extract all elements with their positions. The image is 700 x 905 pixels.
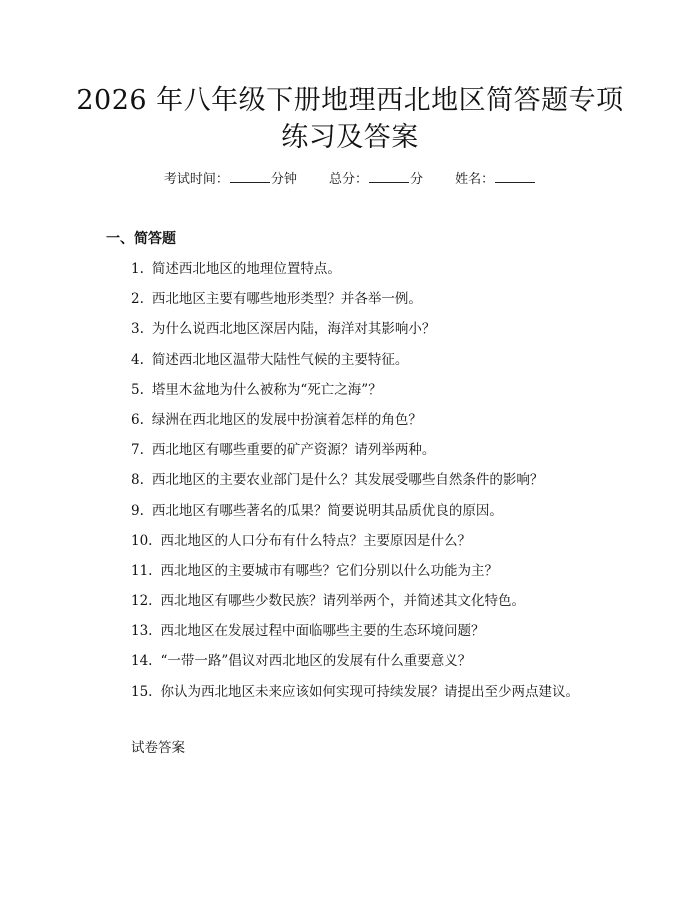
question-text: 塔里木盆地为什么被称为“死亡之海”？ xyxy=(151,381,382,398)
question-number: 6. xyxy=(131,411,144,428)
question-number: 11. xyxy=(131,562,153,579)
page-title-line-2: 练习及答案 xyxy=(281,122,419,153)
question-number: 9. xyxy=(131,502,144,519)
total-score-field xyxy=(329,172,427,187)
question-text: 简述西北地区温带大陆性气候的主要特征。 xyxy=(151,351,409,368)
question-text: 为什么说西北地区深居内陆，海洋对其影响小？ xyxy=(151,321,436,338)
question-text: 绿洲在西北地区的发展中扮演着怎样的角色？ xyxy=(151,411,422,428)
question-item xyxy=(131,410,579,440)
question-text: 西北地区主要有哪些地形类型？并各举一例。 xyxy=(151,291,422,308)
answers-heading: 试卷答案 xyxy=(131,740,185,756)
question-text: 西北地区的人口分布有什么特点？主要原因是什么？ xyxy=(160,532,471,549)
question-text: 西北地区有哪些著名的瓜果？简要说明其品质优良的原因。 xyxy=(151,502,503,519)
question-number: 8. xyxy=(131,472,144,489)
question-item xyxy=(131,470,579,500)
question-number: 14. xyxy=(131,653,153,670)
exam-time-unit: 分钟 xyxy=(270,172,297,187)
question-text: “一带一路”倡议对西北地区的发展有什么重要意义？ xyxy=(160,653,472,670)
question-text: 西北地区的主要城市有哪些？它们分别以什么功能为主？ xyxy=(160,562,498,579)
question-item xyxy=(131,440,579,470)
question-number: 15. xyxy=(131,683,153,700)
question-number: 10. xyxy=(131,532,153,549)
total-score-unit: 分 xyxy=(410,172,424,187)
question-text: 西北地区有哪些重要的矿产资源？请列举两种。 xyxy=(151,442,436,459)
question-number: 7. xyxy=(131,442,144,459)
question-item xyxy=(131,289,579,319)
exam-time-field xyxy=(164,172,301,187)
question-item xyxy=(131,651,579,681)
question-item xyxy=(131,682,579,712)
question-item xyxy=(131,259,579,289)
question-item xyxy=(131,501,579,531)
question-number: 1. xyxy=(131,261,144,277)
question-item xyxy=(131,591,579,621)
question-number: 13. xyxy=(131,623,153,640)
name-field xyxy=(455,172,536,187)
question-text: 西北地区有哪些少数民族？请列举两个，并简述其文化特色。 xyxy=(160,593,525,610)
question-item xyxy=(131,561,579,591)
question-list xyxy=(131,259,579,712)
question-text: 西北地区在发展过程中面临哪些主要的生态环境问题？ xyxy=(160,623,485,640)
question-item xyxy=(131,531,579,561)
question-number: 5. xyxy=(131,381,144,398)
name-label: 姓名： xyxy=(455,172,495,187)
question-text: 西北地区的主要农业部门是什么？其发展受哪些自然条件的影响？ xyxy=(151,472,544,489)
question-item xyxy=(131,350,579,380)
question-number: 4. xyxy=(131,351,144,368)
exam-info-row xyxy=(0,168,700,190)
question-text: 简述西北地区的地理位置特点。 xyxy=(151,261,341,277)
total-score-blank xyxy=(369,168,409,183)
question-item xyxy=(131,319,579,349)
name-blank xyxy=(495,168,535,183)
page-title-line-1: 2026 年八年级下册地理西北地区简答题专项 xyxy=(76,85,624,116)
section-heading: 一、简答题 xyxy=(106,231,176,247)
question-text: 你认为西北地区未来应该如何实现可持续发展？请提出至少两点建议。 xyxy=(160,683,579,700)
question-item xyxy=(131,380,579,410)
total-score-label: 总分： xyxy=(328,172,368,187)
exam-time-blank xyxy=(230,168,270,183)
exam-time-label: 考试时间： xyxy=(163,172,229,187)
question-number: 3. xyxy=(131,321,144,338)
question-number: 12. xyxy=(131,593,153,610)
question-number: 2. xyxy=(131,291,144,308)
question-item xyxy=(131,621,579,651)
